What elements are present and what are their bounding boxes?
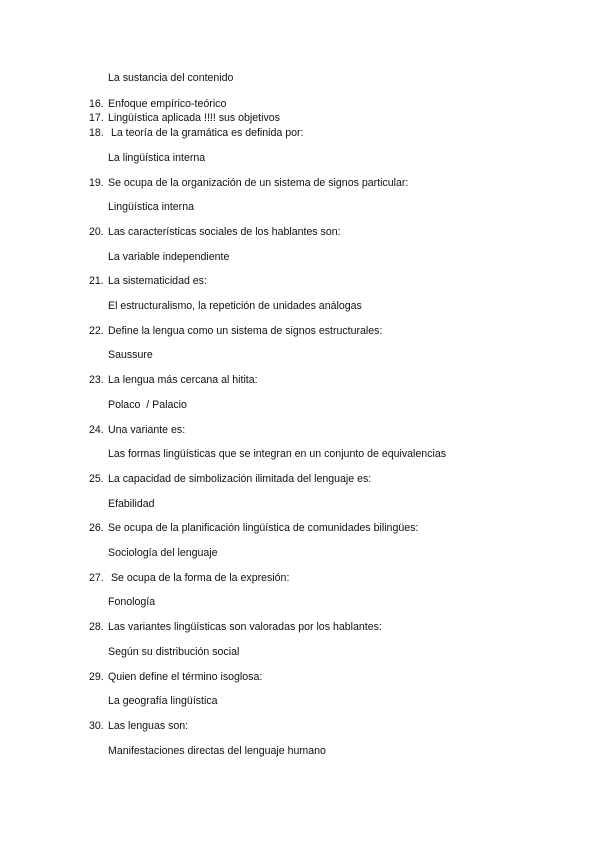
question-24 (89, 425, 185, 436)
question-text: Enfoque empírico-teórico (108, 98, 227, 110)
question-28 (89, 622, 382, 633)
question-text: Las variantes lingüísticas son valoradas por los hablantes: (108, 621, 382, 633)
answer-20: La variable independiente (108, 251, 230, 263)
question-number: 28. (89, 621, 104, 633)
question-20 (89, 227, 341, 238)
answer-21: El estructuralismo, la repetición de unidades análogas (108, 300, 362, 312)
question-27 (89, 573, 289, 584)
question-text: La capacidad de simbolización ilimitada del lenguaje es: (108, 473, 372, 485)
question-number: 18. (89, 127, 104, 139)
question-text: Quien define el término isoglosa: (108, 671, 263, 683)
answer-19: Lingüística interna (108, 201, 194, 213)
question-text: Las lenguas son: (108, 720, 189, 732)
answer-29: La geografía lingüística (108, 695, 218, 707)
answer-18: La lingüística interna (108, 152, 206, 164)
question-number: 29. (89, 671, 104, 683)
question-number: 17. (89, 112, 104, 124)
answer-30: Manifestaciones directas del lenguaje humano (108, 745, 326, 757)
question-text: Se ocupa de la forma de la expresión: (108, 572, 290, 584)
question-text: Define la lengua como un sistema de signos estructurales: (108, 325, 383, 337)
question-text: La lengua más cercana al hitita: (108, 374, 258, 386)
question-number: 26. (89, 522, 104, 534)
question-25 (89, 474, 371, 485)
question-number: 24. (89, 424, 104, 436)
question-text: Una variante es: (108, 424, 186, 436)
question-26 (89, 523, 418, 534)
question-number: 27. (89, 572, 104, 584)
question-text: La sistematicidad es: (108, 275, 207, 287)
question-text: Se ocupa de la planificación lingüística de comunidades bilingües: (108, 522, 419, 534)
question-number: 16. (89, 98, 104, 110)
question-text: Las características sociales de los hablantes son: (108, 226, 341, 238)
question-23 (89, 375, 258, 386)
question-number: 22. (89, 325, 104, 337)
question-text: La teoría de la gramática es definida por: (108, 127, 304, 139)
question-number: 23. (89, 374, 104, 386)
question-18 (89, 128, 304, 139)
question-16 (89, 99, 226, 110)
question-29 (89, 672, 262, 683)
answer-25: Efabilidad (108, 498, 155, 510)
question-30 (89, 721, 188, 732)
question-19 (89, 178, 408, 189)
answer-24: Las formas lingüísticas que se integran en un conjunto de equivalencias (108, 448, 447, 460)
intro-answer: La sustancia del contenido (108, 72, 234, 84)
question-text: Se ocupa de la organización de un sistema de signos particular: (108, 177, 409, 189)
answer-22: Saussure (108, 349, 153, 361)
question-number: 25. (89, 473, 104, 485)
answer-27: Fonología (108, 596, 156, 608)
question-number: 19. (89, 177, 104, 189)
question-17 (89, 113, 280, 124)
question-21 (89, 276, 207, 287)
answer-23: Polaco / Palacio (108, 399, 187, 411)
question-number: 20. (89, 226, 104, 238)
question-number: 30. (89, 720, 104, 732)
question-text: Lingüística aplicada !!!! sus objetivos (108, 112, 280, 124)
answer-26: Sociología del lenguaje (108, 547, 218, 559)
answer-28: Según su distribución social (108, 646, 240, 658)
question-22 (89, 326, 382, 337)
question-number: 21. (89, 275, 104, 287)
